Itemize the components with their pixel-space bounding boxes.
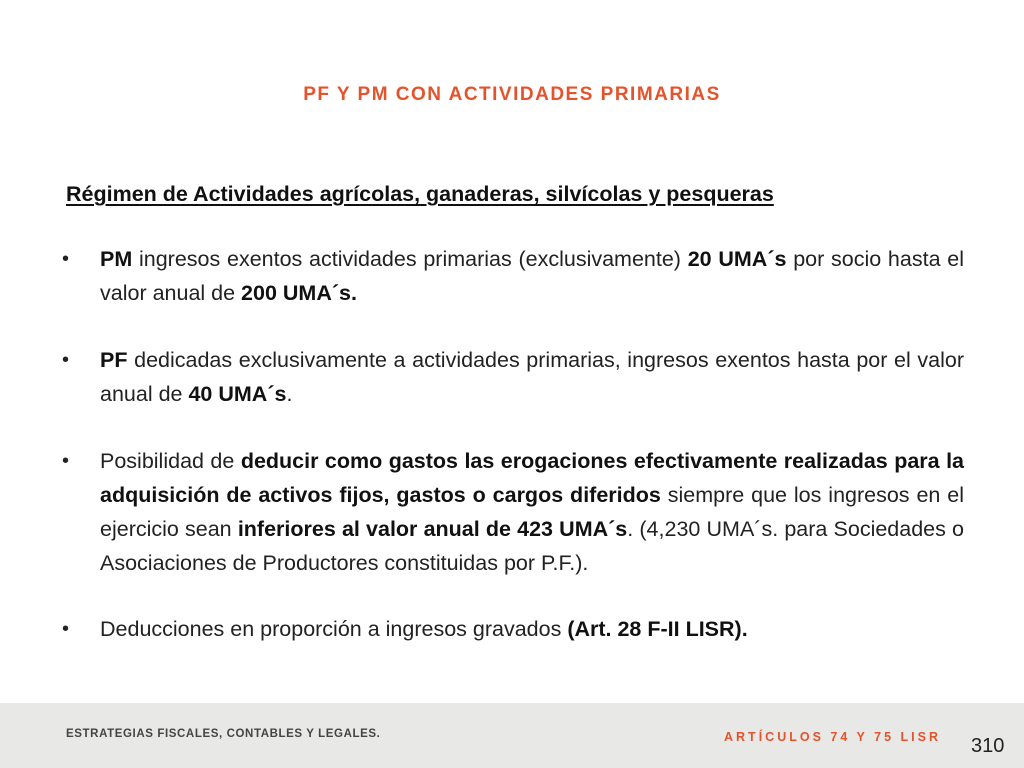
- bullet-deduccion-text-3: . (4,230 UMA´s. para Sociedades o Asociaciones de Productores constituidas por P.F.).: [100, 517, 965, 575]
- bullet-proporcion-text: Deducciones en proporción a ingresos gravados: [100, 617, 568, 641]
- page-number: 310: [971, 735, 1005, 757]
- bullet-pm-text-2: por socio hasta el valor anual de: [100, 247, 964, 305]
- bullet-list: [62, 242, 964, 646]
- bullet-deduccion-uma-423: inferiores al valor anual de 423 UMA´s: [237, 517, 628, 541]
- bullet-deduccion-bold: deducir como gastos las erogaciones efectivamente realizadas para la adquisición de activos fijos, gastos o cargos diferidos: [100, 449, 964, 507]
- bullet-deduccion-text-2: siempre que los ingresos en el ejercicio sean: [100, 483, 965, 541]
- bullet-pf-end: .: [286, 382, 293, 406]
- bullet-item-proporcion: [62, 612, 964, 646]
- bullet-pf-uma-40: 40 UMA´s: [188, 382, 287, 406]
- bullet-deduccion-text: Posibilidad de: [100, 449, 241, 473]
- bullet-icon: •: [62, 349, 70, 371]
- slide-subtitle: Régimen de Actividades agrícolas, ganaderas, silvícolas y pesqueras: [66, 182, 774, 206]
- bullet-proporcion-ref: (Art. 28 F-II LISR).: [567, 617, 748, 641]
- slide-title: PF Y PM CON ACTIVIDADES PRIMARIAS: [303, 84, 721, 105]
- bullet-pm-uma-20: 20 UMA´s: [687, 247, 787, 271]
- bullet-item-pf: [62, 343, 964, 411]
- bullet-icon: •: [62, 450, 70, 472]
- bullet-icon: •: [62, 248, 70, 270]
- footer-article-reference: ARTÍCULOS 74 Y 75 LISR: [724, 730, 941, 744]
- bullet-pm-label: PM: [100, 247, 133, 271]
- bullet-item-deduccion: [62, 444, 964, 580]
- bullet-pm-text: ingresos exentos actividades primarias (exclusivamente): [132, 247, 688, 271]
- bullet-pf-text: dedicadas exclusivamente a actividades primarias, ingresos exentos hasta por el valor anual de: [100, 348, 964, 406]
- footer-brand-text: ESTRATEGIAS FISCALES, CONTABLES Y LEGALES.: [66, 728, 381, 740]
- bullet-icon: •: [62, 618, 70, 640]
- bullet-pm-uma-200: 200 UMA´s.: [241, 281, 357, 305]
- bullet-pf-label: PF: [100, 348, 128, 372]
- bullet-item-pm: [62, 242, 964, 310]
